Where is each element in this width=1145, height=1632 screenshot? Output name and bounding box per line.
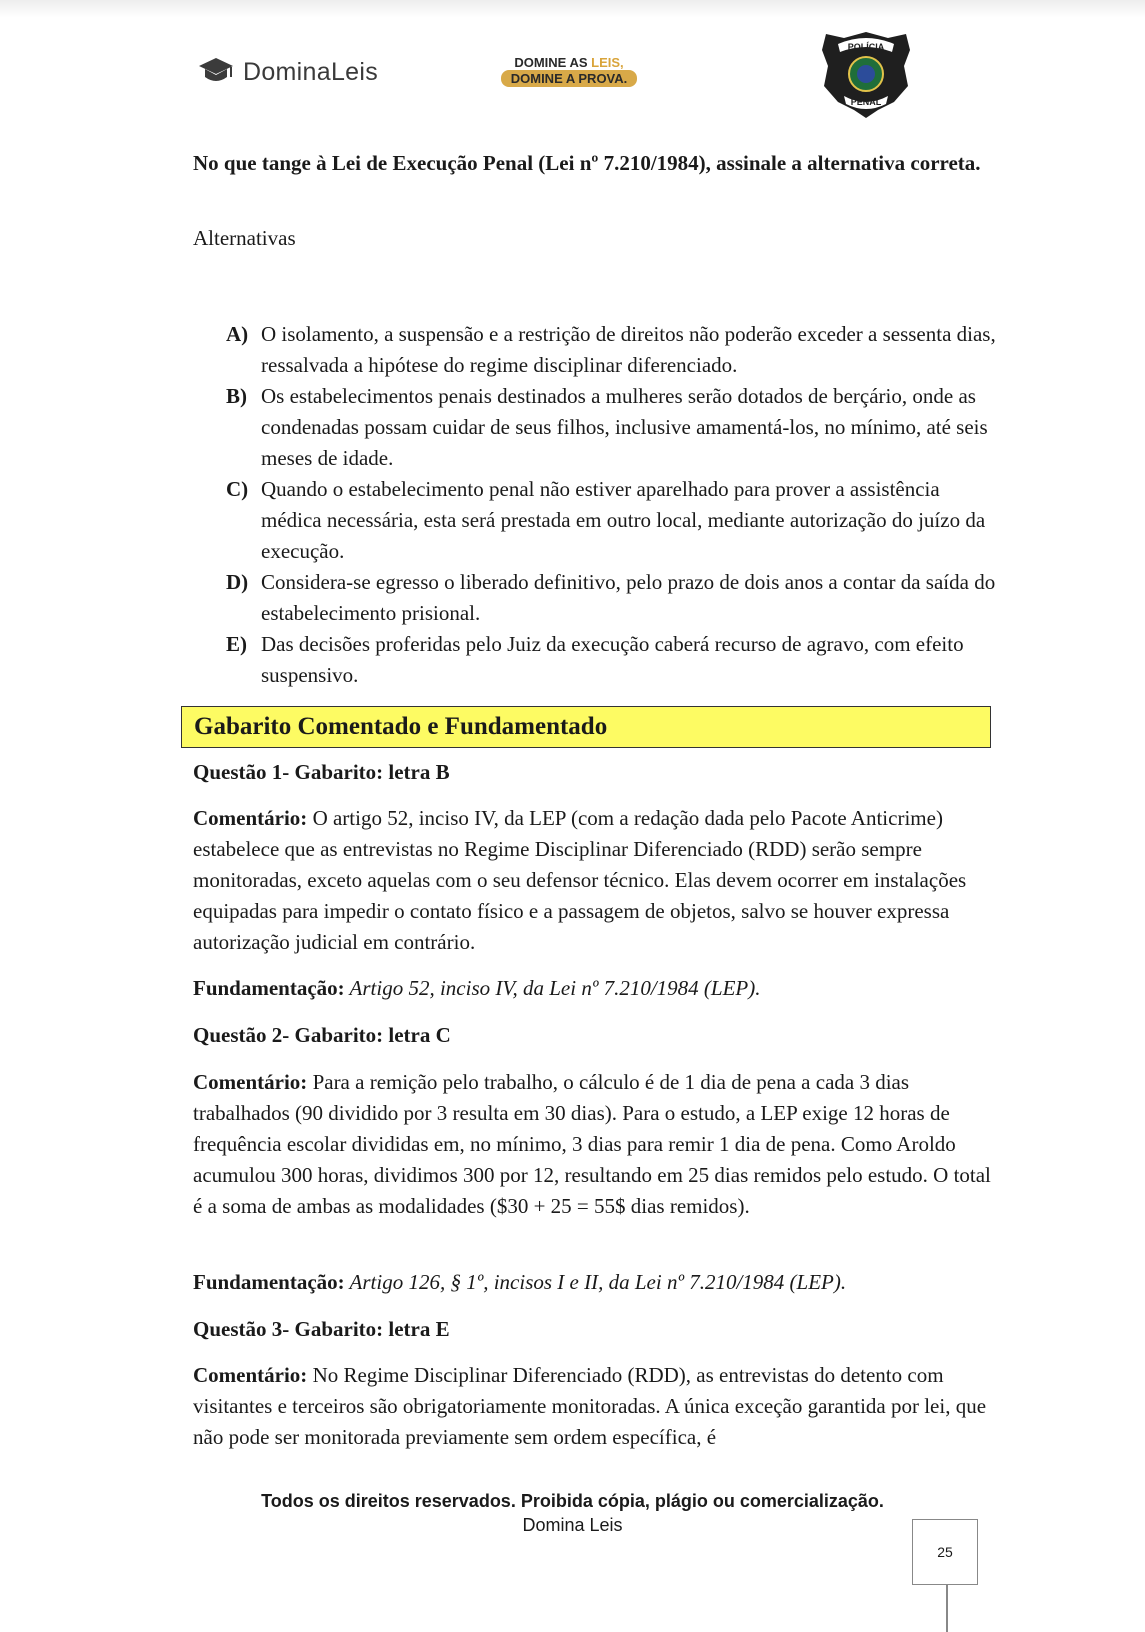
- graduation-cap-icon: [198, 55, 234, 89]
- alternative-letter: E): [226, 632, 247, 656]
- alternative-letter: D): [226, 570, 249, 594]
- alternative-text: Das decisões proferidas pelo Juiz da execução caberá recurso de agravo, com efeito suspensivo.: [261, 632, 964, 687]
- answer-3-heading: Questão 3- Gabarito: letra E: [193, 1317, 450, 1341]
- answer-2-comment: [193, 1067, 998, 1222]
- answer-1-heading: Questão 1- Gabarito: letra B: [193, 760, 450, 784]
- slogan: [483, 55, 655, 87]
- answer-2-heading: Questão 2- Gabarito: letra C: [193, 1023, 451, 1047]
- dominaleis-logo: [198, 55, 378, 89]
- basis-text: Artigo 52, inciso IV, da Lei nº 7.210/1984 (LEP).: [344, 976, 761, 1000]
- alternative-text: Considera-se egresso o liberado definitivo, pelo prazo de dois anos a contar da saída do estabelecimento prisional.: [261, 570, 996, 625]
- page-number: 25: [912, 1519, 978, 1585]
- answer-2-basis: [193, 1267, 998, 1298]
- alternative-text: O isolamento, a suspensão e a restrição de direitos não poderão exceder a sessenta dias, ressalvada a hipótese do regime disciplinar diferenciado.: [261, 322, 996, 377]
- alternative-b: [226, 381, 996, 474]
- slogan-highlight: LEIS,: [591, 55, 624, 70]
- alternative-text: Quando o estabelecimento penal não estiver aparelhado para prover a assistência médica necessária, esta será prestada em outro local, mediante autorização do juízo da execução.: [261, 477, 986, 563]
- alternatives-list: [226, 319, 996, 691]
- slogan-line-2: DOMINE A PROVA.: [501, 70, 638, 87]
- alternative-text: Os estabelecimentos penais destinados a mulheres serão dotados de berçário, onde as condenadas possam cuidar de seus filhos, inclusive amamentá-los, no mínimo, até seis meses de idade.: [261, 384, 988, 470]
- alternative-letter: A): [226, 322, 249, 346]
- badge-bottom-text: PENAL: [850, 97, 882, 107]
- answer-1-comment: [193, 803, 998, 958]
- basis-label: Fundamentação:: [193, 976, 345, 1000]
- gabarito-title: Gabarito Comentado e Fundamentado: [181, 706, 991, 748]
- comment-label: Comentário:: [193, 1070, 308, 1094]
- answer-3-comment: [193, 1360, 998, 1453]
- alternatives-heading: Alternativas: [193, 226, 296, 250]
- comment-label: Comentário:: [193, 1363, 308, 1387]
- alternative-d: [226, 567, 996, 629]
- policia-penal-badge: [816, 30, 916, 120]
- slogan-line-1: DOMINE AS: [514, 55, 592, 70]
- basis-label: Fundamentação:: [193, 1270, 345, 1294]
- footer-author: Domina Leis: [522, 1515, 623, 1535]
- page-number-line: [946, 1585, 948, 1632]
- footer-rights: Todos os direitos reservados. Proibida cópia, plágio ou comercialização.: [261, 1491, 884, 1511]
- answer-1-basis: [193, 973, 998, 1004]
- badge-top-text: POLÍCIA: [847, 42, 885, 52]
- alternative-c: [226, 474, 996, 567]
- comment-text: O artigo 52, inciso IV, da LEP (com a redação dada pelo Pacote Anticrime) estabelece que as entrevistas no Regime Disciplinar Diferenciado (RDD) serão sempre monitoradas, exceto aquelas com o seu defensor técnico. Elas devem ocorrer em instalações equipadas para impedir o contato físico e a passagem de objetos, salvo se houver expressa autorização judicial em contrário.: [193, 806, 967, 954]
- question-text: No que tange à Lei de Execução Penal (Lei nº 7.210/1984), assinale a alternativa correta.: [193, 151, 981, 175]
- page-top-shade: [0, 0, 1145, 18]
- basis-text: Artigo 126, § 1º, incisos I e II, da Lei nº 7.210/1984 (LEP).: [344, 1270, 847, 1294]
- comment-text: Para a remição pelo trabalho, o cálculo é de 1 dia de pena a cada 3 dias trabalhados (90 dividido por 3 resulta em 30 dias). Para o estudo, a LEP exige 12 horas de frequência escolar divididas em, no mínimo, 3 dias para remir 1 dia de pena. Como Aroldo acumulou 300 horas, dividimos 300 por 12, resultando em 25 dias remidos pelo estudo. O total é a soma de ambas as modalidades ($30 + 25 = 55$ dias remidos).: [193, 1070, 991, 1218]
- alternative-e: [226, 629, 996, 691]
- comment-label: Comentário:: [193, 806, 308, 830]
- alternative-a: [226, 319, 996, 381]
- alternative-letter: B): [226, 384, 247, 408]
- alternative-letter: C): [226, 477, 249, 501]
- brand-name: DominaLeis: [243, 57, 379, 86]
- comment-text: No Regime Disciplinar Diferenciado (RDD), as entrevistas do detento com visitantes e terceiros são obrigatoriamente monitoradas. A única exceção garantida por lei, que não pode ser monitorada previamente sem ordem específica, é: [193, 1363, 987, 1449]
